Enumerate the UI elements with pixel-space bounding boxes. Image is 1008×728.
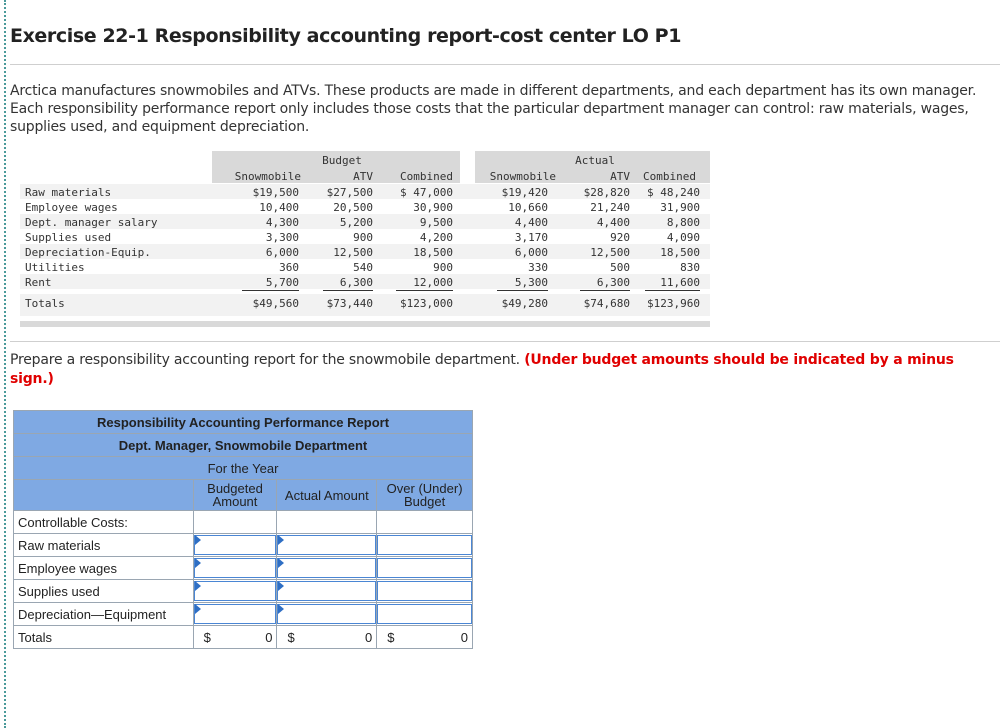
col-header: Snowmobile [489, 170, 556, 183]
dropdown-marker-icon [278, 581, 284, 591]
row-label: Depreciation-Equip. [25, 246, 151, 259]
depreciation-actual-input[interactable] [277, 604, 376, 624]
raw-materials-actual-input[interactable] [277, 535, 376, 555]
total-over-under: 0 [460, 630, 468, 645]
performance-report-table [13, 410, 473, 649]
exercise-intro: Arctica manufactures snowmobiles and ATVs. These products are made in different departments, and each department has its own manager. Each responsibility performance report only includes those costs that the particular department manager can control: raw materials, wages, supplies used, and equipment depreciation. [10, 83, 977, 135]
employee-wages-over-under-input[interactable] [377, 558, 472, 578]
col-actual-amount: Actual Amount [277, 480, 377, 511]
col-budgeted-amount: Budgeted Amount [193, 480, 277, 511]
row-label: Dept. manager salary [25, 216, 158, 229]
row-label: Rent [25, 276, 52, 289]
report-period: For the Year [14, 457, 473, 480]
col-header: Combined [400, 170, 453, 183]
col-over-under-budget: Over (Under) Budget [377, 480, 473, 511]
currency-symbol: $ [387, 630, 395, 645]
supplies-used-budgeted-input[interactable] [194, 581, 277, 601]
minus-sign-note: (Under budget amounts should be indicated by a minus sign.) [10, 352, 954, 387]
supplies-used-over-under-input[interactable] [377, 581, 472, 601]
raw-materials-budgeted-input[interactable] [194, 535, 277, 555]
exercise-title: Exercise 22-1 Responsibility accounting report-cost center LO P1 [10, 25, 682, 47]
total-budgeted: 0 [265, 630, 273, 645]
report-subtitle: Dept. Manager, Snowmobile Department [14, 434, 473, 457]
dropdown-marker-icon [195, 558, 201, 568]
question-prompt: Prepare a responsibility accounting report for the snowmobile department. (Under budget amounts should be indicated by a minus sign.) [10, 352, 954, 387]
report-row [14, 557, 473, 580]
row-label: Utilities [25, 261, 85, 274]
report-row [14, 534, 473, 557]
report-row [14, 603, 473, 626]
dropdown-marker-icon [278, 535, 284, 545]
currency-symbol: $ [287, 630, 295, 645]
supplies-used-actual-input[interactable] [277, 581, 376, 601]
row-label: Depreciation—Equipment [14, 603, 194, 626]
cost-data-table: Budget Actual Snowmobile ATV Combined Snowmobile ATV Combined Raw materials $19,500 $27,500 $ 47,000 $19,420 $28,820 $ 48,240 Employee wages 10,400 20,500 30,900 10,660 21,240 31,900 Dept. manager salary 4,300 5,200 9,500 4,400 4,400 8,800 Supplies used 3,300 900 4,200 3,170 920 4,090 Depreciation-Equip. 6,000 12,500 18,500 6,000 12,500 18,500 Utilities 360 540 900 330 500 830 Rent 5,700 6,300 12,000 5,300 6,300 11,600 Totals $49,560 $73,440 $123,000 $49,280 $74,680 $123,960 [20, 151, 710, 327]
actual-header: Actual [575, 154, 615, 167]
total-actual: 0 [364, 630, 373, 645]
section-label: Controllable Costs: [14, 511, 194, 534]
employee-wages-budgeted-input[interactable] [194, 558, 277, 578]
left-dotted-border [4, 0, 6, 728]
row-label: Employee wages [14, 557, 194, 580]
row-label: Raw materials [25, 186, 112, 199]
report-title: Responsibility Accounting Performance Report [14, 411, 473, 434]
col-header: ATV [353, 170, 373, 183]
col-header: ATV [610, 170, 630, 183]
budget-header: Budget [322, 154, 362, 167]
dropdown-marker-icon [195, 581, 201, 591]
employee-wages-actual-input[interactable] [277, 558, 376, 578]
row-label: Supplies used [25, 231, 112, 244]
section-divider [10, 341, 1000, 342]
dropdown-marker-icon [195, 604, 201, 614]
totals-row [14, 626, 473, 649]
row-label: Totals [25, 297, 65, 310]
dropdown-marker-icon [278, 558, 284, 568]
col-header: Snowmobile [234, 170, 301, 183]
report-row [14, 580, 473, 603]
totals-label: Totals [14, 626, 194, 649]
dropdown-marker-icon [195, 535, 201, 545]
title-divider [10, 64, 1000, 65]
dropdown-marker-icon [278, 604, 284, 614]
depreciation-over-under-input[interactable] [377, 604, 472, 624]
row-label: Employee wages [25, 201, 118, 214]
depreciation-budgeted-input[interactable] [194, 604, 277, 624]
currency-symbol: $ [203, 630, 211, 645]
row-label: Supplies used [14, 580, 194, 603]
raw-materials-over-under-input[interactable] [377, 535, 472, 555]
col-header: Combined [643, 170, 696, 183]
row-label: Raw materials [14, 534, 194, 557]
